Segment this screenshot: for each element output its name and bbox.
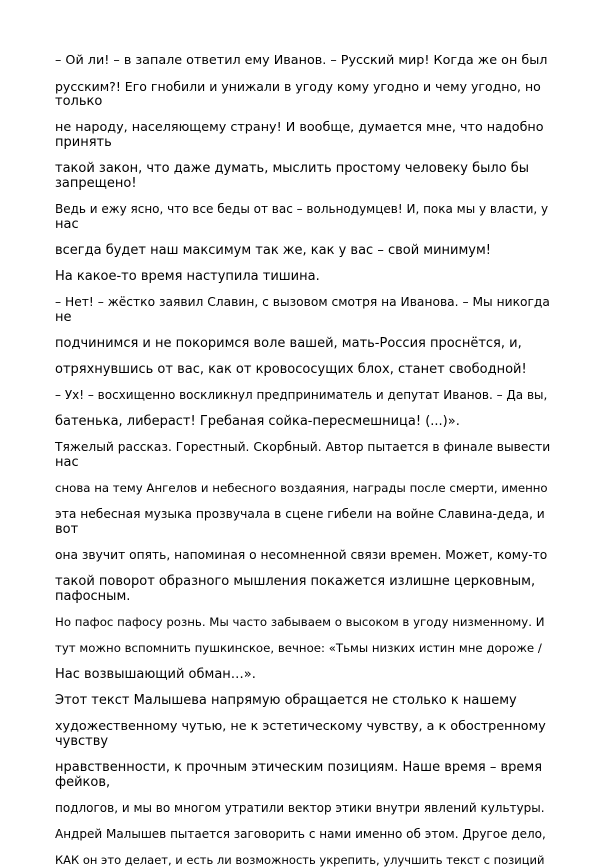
text-line: Нас возвышающий обман…». bbox=[55, 667, 256, 682]
text-line: – Ой ли! – в запале ответил ему Иванов. – Русский мир! Когда же он был bbox=[55, 53, 548, 68]
text-line: – Ух! – восхищенно воскликнул предприниматель и депутат Иванов. – Да вы, bbox=[55, 388, 548, 402]
text-line: батенька, либераст! Гребаная сойка-пересмешница! (...)». bbox=[55, 414, 460, 429]
text-line: такой поворот образного мышления покажется излишне церковным, bbox=[55, 574, 536, 589]
text-line: Тяжелый рассказ. Горестный. Скорбный. Автор пытается в финале вывести bbox=[55, 440, 551, 454]
text-line: русским?! Его гнобили и унижали в угоду кому угодно и чему угодно, но bbox=[55, 79, 541, 94]
text-line: художественному чутью, не к эстетическому чувству, а к обостренному bbox=[55, 719, 546, 734]
text-line: нравственности, к прочным этическим позициям. Наше время – время bbox=[55, 760, 543, 775]
text-line: пафосным. bbox=[55, 589, 131, 604]
text-line: – Нет! – жёстко заявил Славин, с вызовом смотря на Иванова. – Мы никогда bbox=[55, 295, 550, 309]
text-line: Ведь и ежу ясно, что все беды от вас – вольнодумцев! И, пока мы у власти, у bbox=[55, 202, 549, 216]
text-line: принять bbox=[55, 135, 112, 150]
text-line: не народу, населяющему страну! И вообще, думается мне, что надобно bbox=[55, 120, 544, 135]
text-line: КАК он это делает, и есть ли возможность укрепить, улучшить текст с позиций bbox=[55, 853, 545, 867]
text-line: эта небесная музыка прозвучала в сцене гибели на войне Славина-деда, и bbox=[55, 507, 545, 521]
text-line: тут можно вспомнить пушкинское, вечное: «Тьмы низких истин мне дороже / bbox=[55, 641, 542, 655]
text-line: нас bbox=[55, 455, 79, 470]
text-line: вот bbox=[55, 522, 79, 537]
text-line: подлогов, и мы во многом утратили вектор этики внутри явлений культуры. bbox=[55, 801, 545, 815]
text-line: чувству bbox=[55, 734, 109, 749]
text-line: запрещено! bbox=[55, 176, 137, 191]
text-line: она звучит опять, напоминая о несомненной связи времен. Может, кому-то bbox=[55, 548, 548, 562]
text-line: Этот текст Малышева напрямую обращается не столько к нашему bbox=[55, 693, 517, 708]
text-line: не bbox=[55, 310, 72, 325]
text-line: Но пафос пафосу рознь. Мы часто забываем о высоком в угоду низменному. И bbox=[55, 615, 545, 629]
text-line: Андрей Малышев пытается заговорить с нами именно об этом. Другое дело, bbox=[55, 827, 546, 841]
text-line: фейков, bbox=[55, 775, 111, 790]
text-line: отряхнувшись от вас, как от кровососущих блох, станет свободной! bbox=[55, 362, 527, 377]
text-line: всегда будет наш максимум так же, как у вас – свой минимум! bbox=[55, 243, 492, 258]
text-line: снова на тему Ангелов и небесного воздаяния, награды после смерти, именно bbox=[55, 481, 548, 495]
text-line: нас bbox=[55, 217, 79, 232]
text-line: На какое-то время наступила тишина. bbox=[55, 269, 320, 284]
text-line: только bbox=[55, 94, 103, 109]
text-line: подчинимся и не покоримся воле вашей, мать-Россия проснётся, и, bbox=[55, 336, 522, 351]
document-text bbox=[55, 53, 550, 868]
text-line: такой закон, что даже думать, мыслить простому человеку было бы bbox=[55, 161, 530, 176]
